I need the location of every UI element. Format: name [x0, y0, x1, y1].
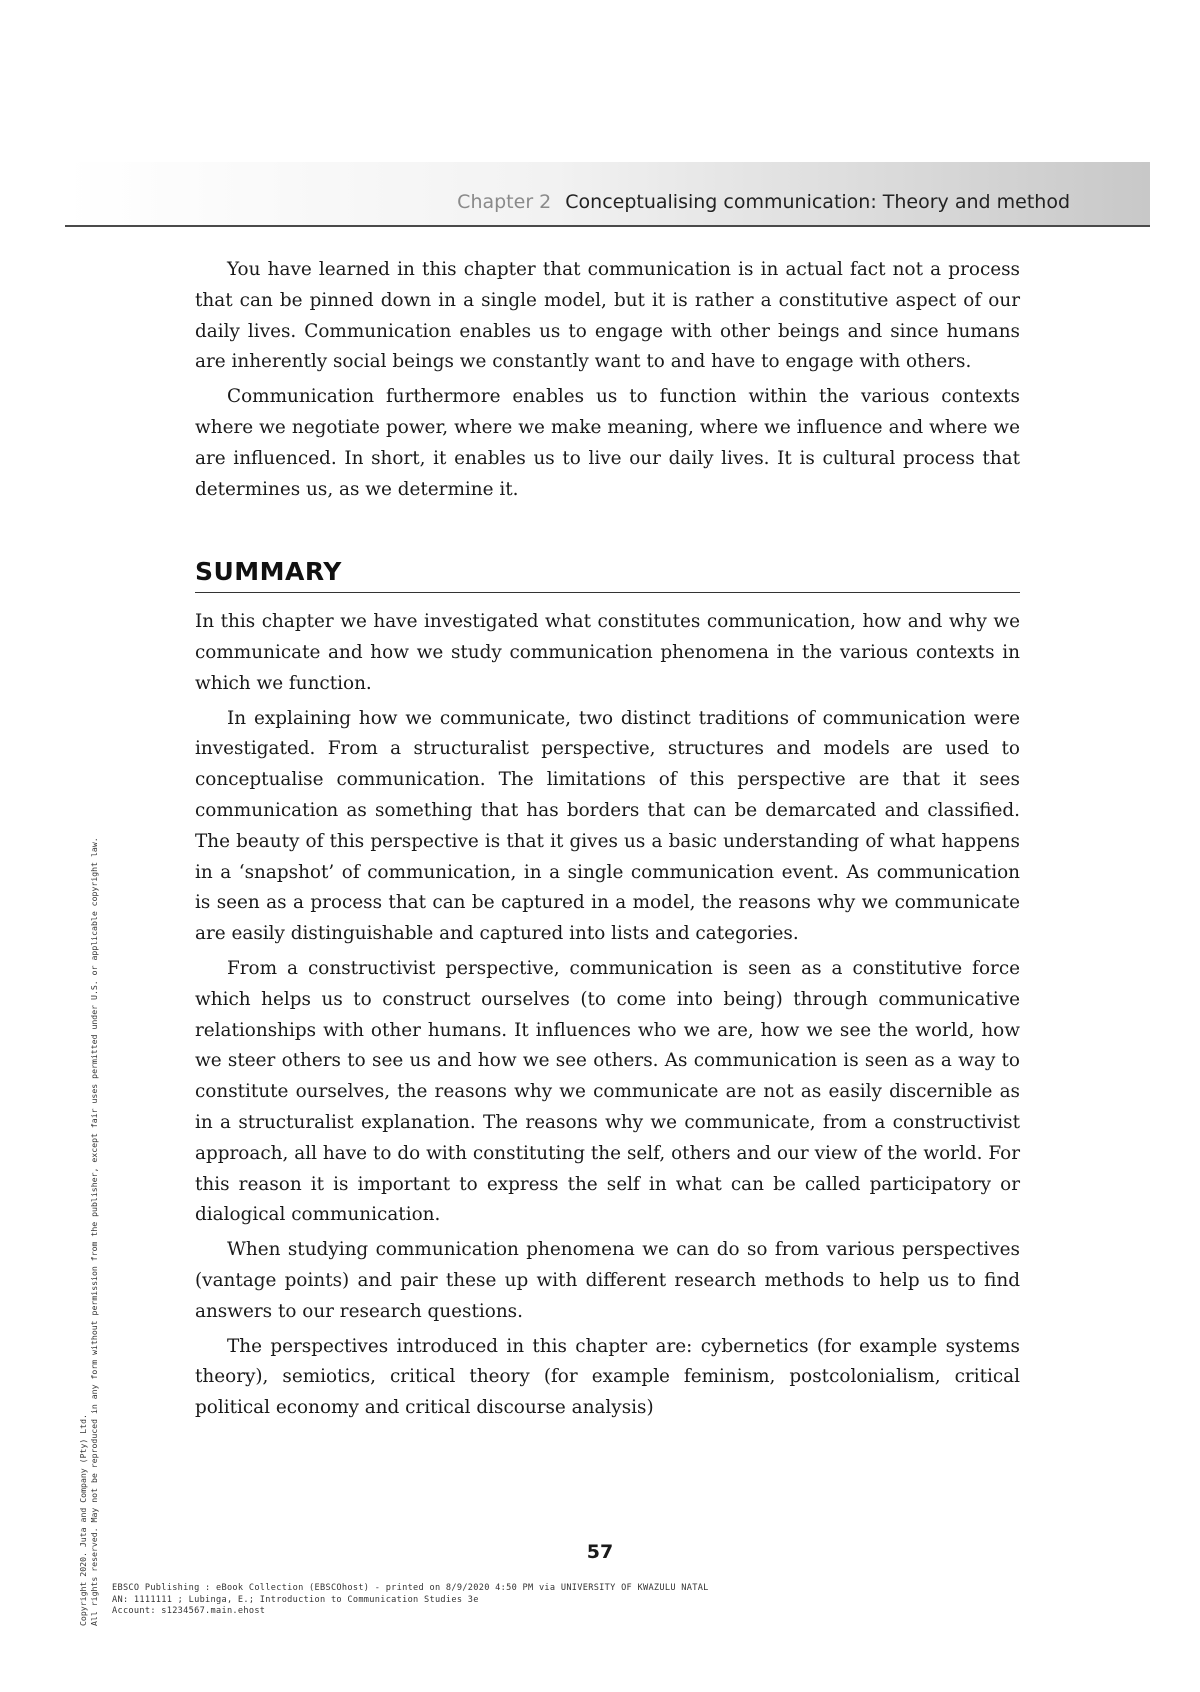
paragraph: In explaining how we communicate, two distinct traditions of communication were investigated. From a structuralist perspective, structures and models are used to conceptualise communication. The limitations of this perspective are that it sees communication as something that has borders that can be demarcated and classified. The beauty of this perspective is that it gives us a basic understanding of what happens in a ‘snapshot’ of communication, in a single communication event. As communication is seen as a process that can be captured in a model, the reasons why we communicate are easily distinguishable and captured into lists and categories.	[195, 707, 1020, 945]
paragraph: The perspectives introduced in this chapter are: cybernetics (for example systems theory), semiotics, critical theory (for example feminism, postcolonialism, critical political economy and critical discourse analysis)	[195, 1335, 1020, 1419]
paragraph: Communication furthermore enables us to function within the various contexts where we negotiate power, where we make meaning, where we influence and where we are influenced. In short, it enables us to live our daily lives. It is cultural process that determines us, as we determine it.	[195, 386, 1020, 500]
copyright-line: All rights reserved. May not be reproduced in any form without permission from the publisher, except fair uses permitted under U.S. or applicable copyright law.	[89, 837, 99, 1626]
main-text	[195, 255, 1020, 1428]
chapter-title: Conceptualising communication: Theory and method	[565, 191, 1070, 213]
footer-line: AN: 1111111 ; Lubinga, E.; Introduction to Communication Studies 3e	[112, 1594, 479, 1605]
footer-line: Account: s1234567.main.ehost	[112, 1606, 266, 1616]
paragraph: In this chapter we have investigated what constitutes communication, how and why we communicate and how we study communication phenomena in the various contexts in which we function.	[195, 611, 1020, 694]
copyright-line: Copyright 2020. Juta and Company (Pty) Ltd.	[78, 1414, 88, 1626]
page-number: 57	[586, 1541, 614, 1563]
chapter-label: Chapter 2	[457, 191, 552, 213]
paragraph: You have learned in this chapter that communication is in actual fact not a process that can be pinned down in a single model, but it is rather a constitutive aspect of our daily lives. Communication enables us to engage with other beings and since humans are inherently social beings we constantly want to and have to engage with others.	[195, 259, 1020, 373]
side-copyright-notice	[78, 536, 100, 1626]
section-heading-summary: SUMMARY	[195, 557, 1020, 593]
running-header	[457, 191, 1070, 213]
footer-imprint	[112, 1583, 709, 1618]
paragraph: When studying communication phenomena we can do so from various perspectives (vantage points) and pair these up with different research methods to help us to find answers to our research questions.	[195, 1239, 1020, 1322]
footer-line: EBSCO Publishing : eBook Collection (EBSCOhost) - printed on 8/9/2020 4:50 PM via UNIVERSITY OF KWAZULU NATAL	[112, 1583, 709, 1593]
paragraph: From a constructivist perspective, communication is seen as a constitutive force which helps us to construct ourselves (to come into being) through communicative relationships with other humans. It influences who we are, how we see the world, how we steer others to see us and how we see others. As communication is seen as a way to constitute ourselves, the reasons why we communicate are not as easily discernible as in a structuralist explanation. The reasons why we communicate, from a constructivist approach, all have to do with constituting the self, others and our view of the world. For this reason it is important to express the self in what can be called participatory or dialogical communication.	[195, 957, 1020, 1226]
